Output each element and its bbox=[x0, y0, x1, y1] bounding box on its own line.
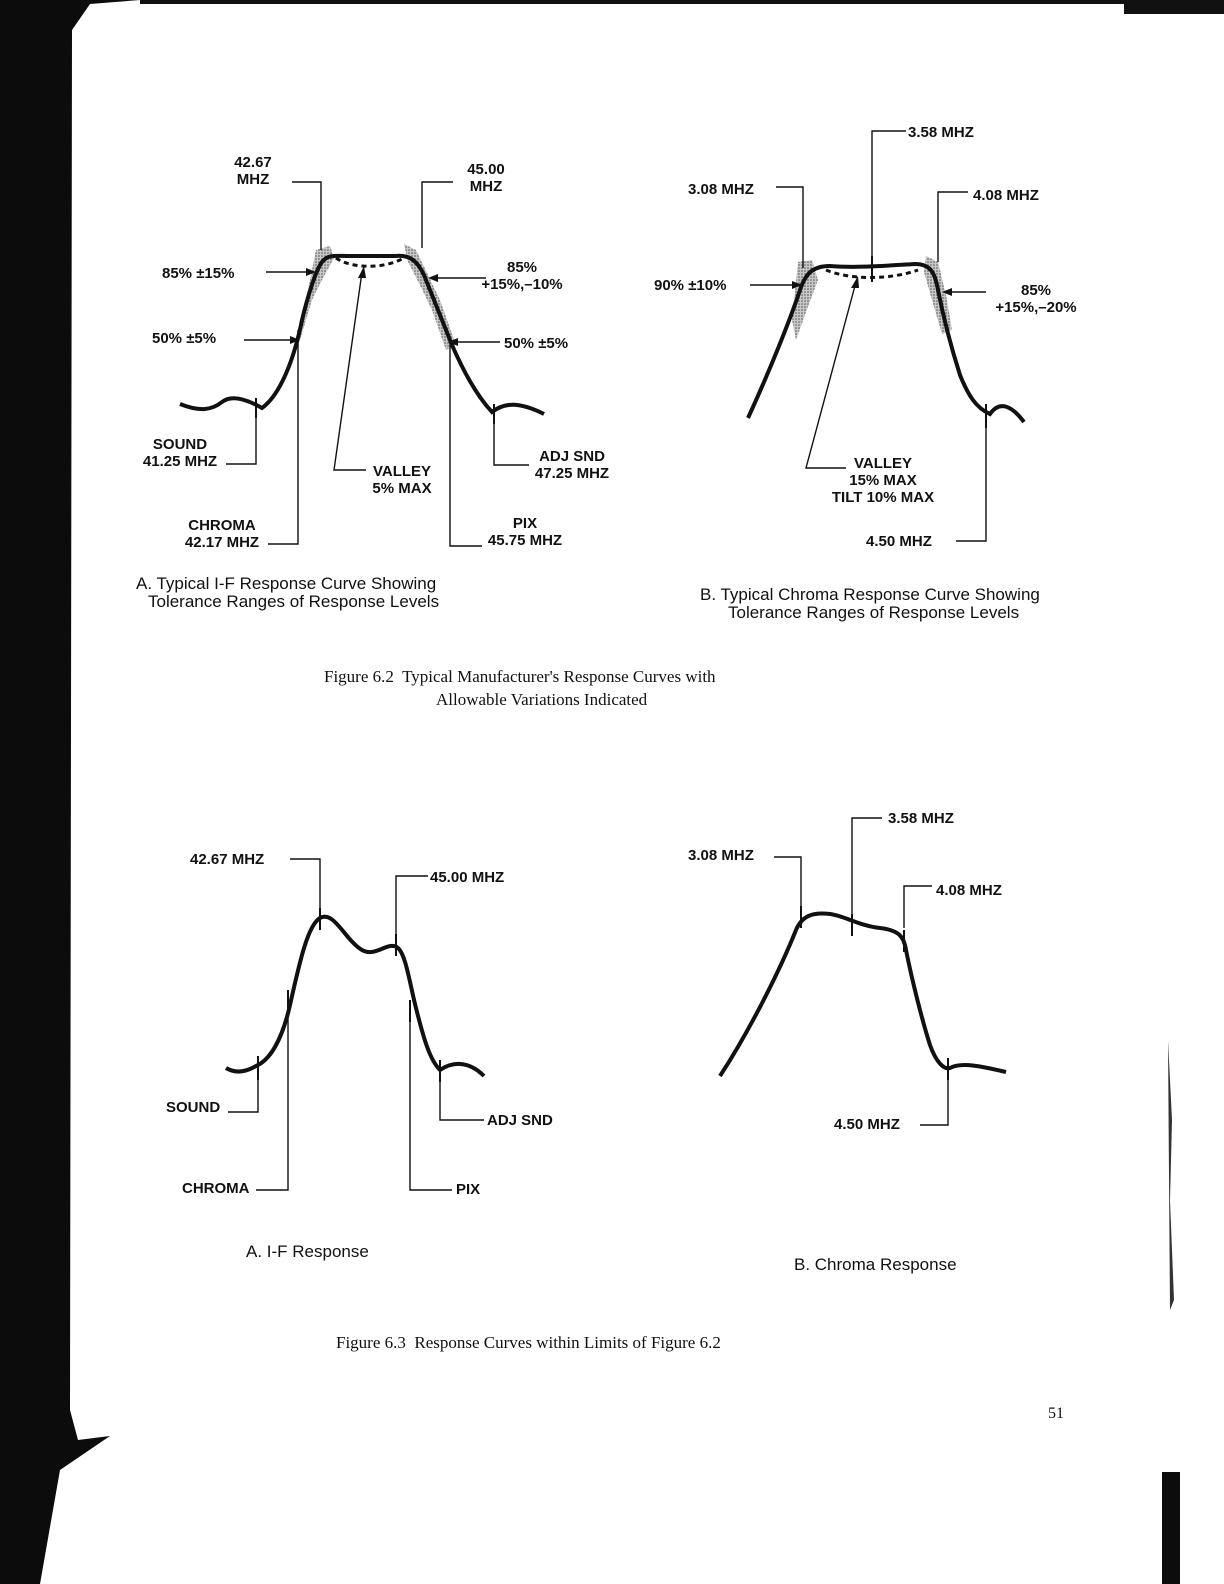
fig63a-label-chroma: CHROMA bbox=[182, 1180, 250, 1197]
figure-6-3-caption bbox=[336, 1334, 721, 1352]
fig63b-label-4-08-mhz: 4.08 MHZ bbox=[936, 882, 1002, 899]
caption-line: A. Typical I-F Response Curve Showing bbox=[136, 574, 437, 593]
caption-line: B. Typical Chroma Response Curve Showing bbox=[700, 585, 1040, 604]
fig63b-label-3-58-mhz: 3.58 MHZ bbox=[888, 810, 954, 827]
caption-line: Tolerance Ranges of Response Levels bbox=[148, 592, 440, 611]
figure-number: Figure 6.2 bbox=[324, 667, 394, 686]
fig62a-label-valley bbox=[362, 463, 442, 497]
caption-line: Tolerance Ranges of Response Levels bbox=[728, 603, 1020, 622]
label-line: 85% bbox=[1020, 282, 1052, 299]
label-line: 45.75 MHZ bbox=[487, 532, 563, 549]
label-line: 15% MAX bbox=[849, 472, 917, 489]
label-line: MHZ bbox=[469, 178, 503, 195]
fig62a-label-85-right bbox=[470, 259, 574, 293]
label-line: 45.00 bbox=[467, 161, 505, 178]
fig62a-label-85-left: 85% ±15% bbox=[162, 265, 235, 282]
fig63a-label-pix: PIX bbox=[456, 1181, 481, 1198]
fig63a-caption: A. I-F Response bbox=[246, 1242, 369, 1261]
label-line: 42.17 MHZ bbox=[184, 534, 260, 551]
fig62a-label-adj-snd bbox=[522, 448, 622, 482]
label-line: MHZ bbox=[236, 171, 270, 188]
label-line: +15%,–20% bbox=[995, 299, 1077, 316]
fig63a-label-sound: SOUND bbox=[166, 1099, 221, 1116]
fig62a-label-45-00-mhz bbox=[455, 161, 517, 195]
fig62a-label-42-67-mhz bbox=[224, 154, 282, 188]
fig63b-curve bbox=[720, 818, 1006, 1125]
label-line: SOUND bbox=[152, 436, 208, 453]
label-line: 5% MAX bbox=[372, 480, 432, 497]
label-line: 47.25 MHZ bbox=[534, 465, 610, 482]
label-line: 42.67 bbox=[234, 154, 272, 171]
fig62b-label-85-pct bbox=[982, 282, 1090, 316]
fig62b-label-90-pct: 90% ±10% bbox=[654, 277, 727, 294]
fig62b-label-3-08-mhz: 3.08 MHZ bbox=[688, 181, 754, 198]
page-number: 51 bbox=[1048, 1405, 1064, 1422]
fig62a-label-50-left: 50% ±5% bbox=[152, 330, 217, 347]
fig62a-label-pix bbox=[480, 515, 570, 549]
fig63a-label-42-67-mhz: 42.67 MHZ bbox=[190, 851, 265, 868]
fig63b-label-4-50-mhz: 4.50 MHZ bbox=[834, 1116, 900, 1133]
label-line: ADJ SND bbox=[539, 448, 605, 465]
figure-title-line: Typical Manufacturer's Response Curves with bbox=[402, 667, 716, 686]
label-line: TILT 10% MAX bbox=[831, 489, 935, 506]
figure-6-2-caption-line2: Allowable Variations Indicated bbox=[436, 690, 648, 709]
fig62a-label-50-right: 50% ±5% bbox=[504, 335, 569, 352]
label-line: VALLEY bbox=[372, 463, 432, 480]
label-line: VALLEY bbox=[853, 455, 913, 472]
fig63a-label-adj-snd: ADJ SND bbox=[487, 1112, 553, 1129]
fig62b-label-3-58-mhz: 3.58 MHZ bbox=[908, 124, 974, 141]
fig63b-label-3-08-mhz: 3.08 MHZ bbox=[688, 847, 754, 864]
fig63a-label-45-00-mhz: 45.00 MHZ bbox=[430, 869, 505, 886]
fig62a-label-sound bbox=[136, 436, 224, 470]
label-line: 41.25 MHZ bbox=[142, 453, 218, 470]
label-line: PIX bbox=[512, 515, 538, 532]
fig62b-caption bbox=[700, 586, 1040, 622]
fig62b-label-4-08-mhz: 4.08 MHZ bbox=[973, 187, 1039, 204]
label-line: +15%,–10% bbox=[481, 276, 563, 293]
fig63a-curve bbox=[226, 859, 484, 1190]
fig62a-caption bbox=[136, 575, 439, 611]
figure-number: Figure 6.3 bbox=[336, 1333, 406, 1352]
fig62a-label-chroma bbox=[178, 517, 266, 551]
fig62b-label-4-50-mhz: 4.50 MHZ bbox=[866, 533, 932, 550]
label-line: 85% bbox=[506, 259, 538, 276]
fig63b-caption: B. Chroma Response bbox=[794, 1255, 957, 1274]
label-line: CHROMA bbox=[188, 517, 256, 534]
fig62b-label-valley bbox=[818, 455, 948, 506]
figure-6-2-caption bbox=[324, 668, 716, 686]
figure-title-line: Response Curves within Limits of Figure 6.2 bbox=[414, 1333, 721, 1352]
